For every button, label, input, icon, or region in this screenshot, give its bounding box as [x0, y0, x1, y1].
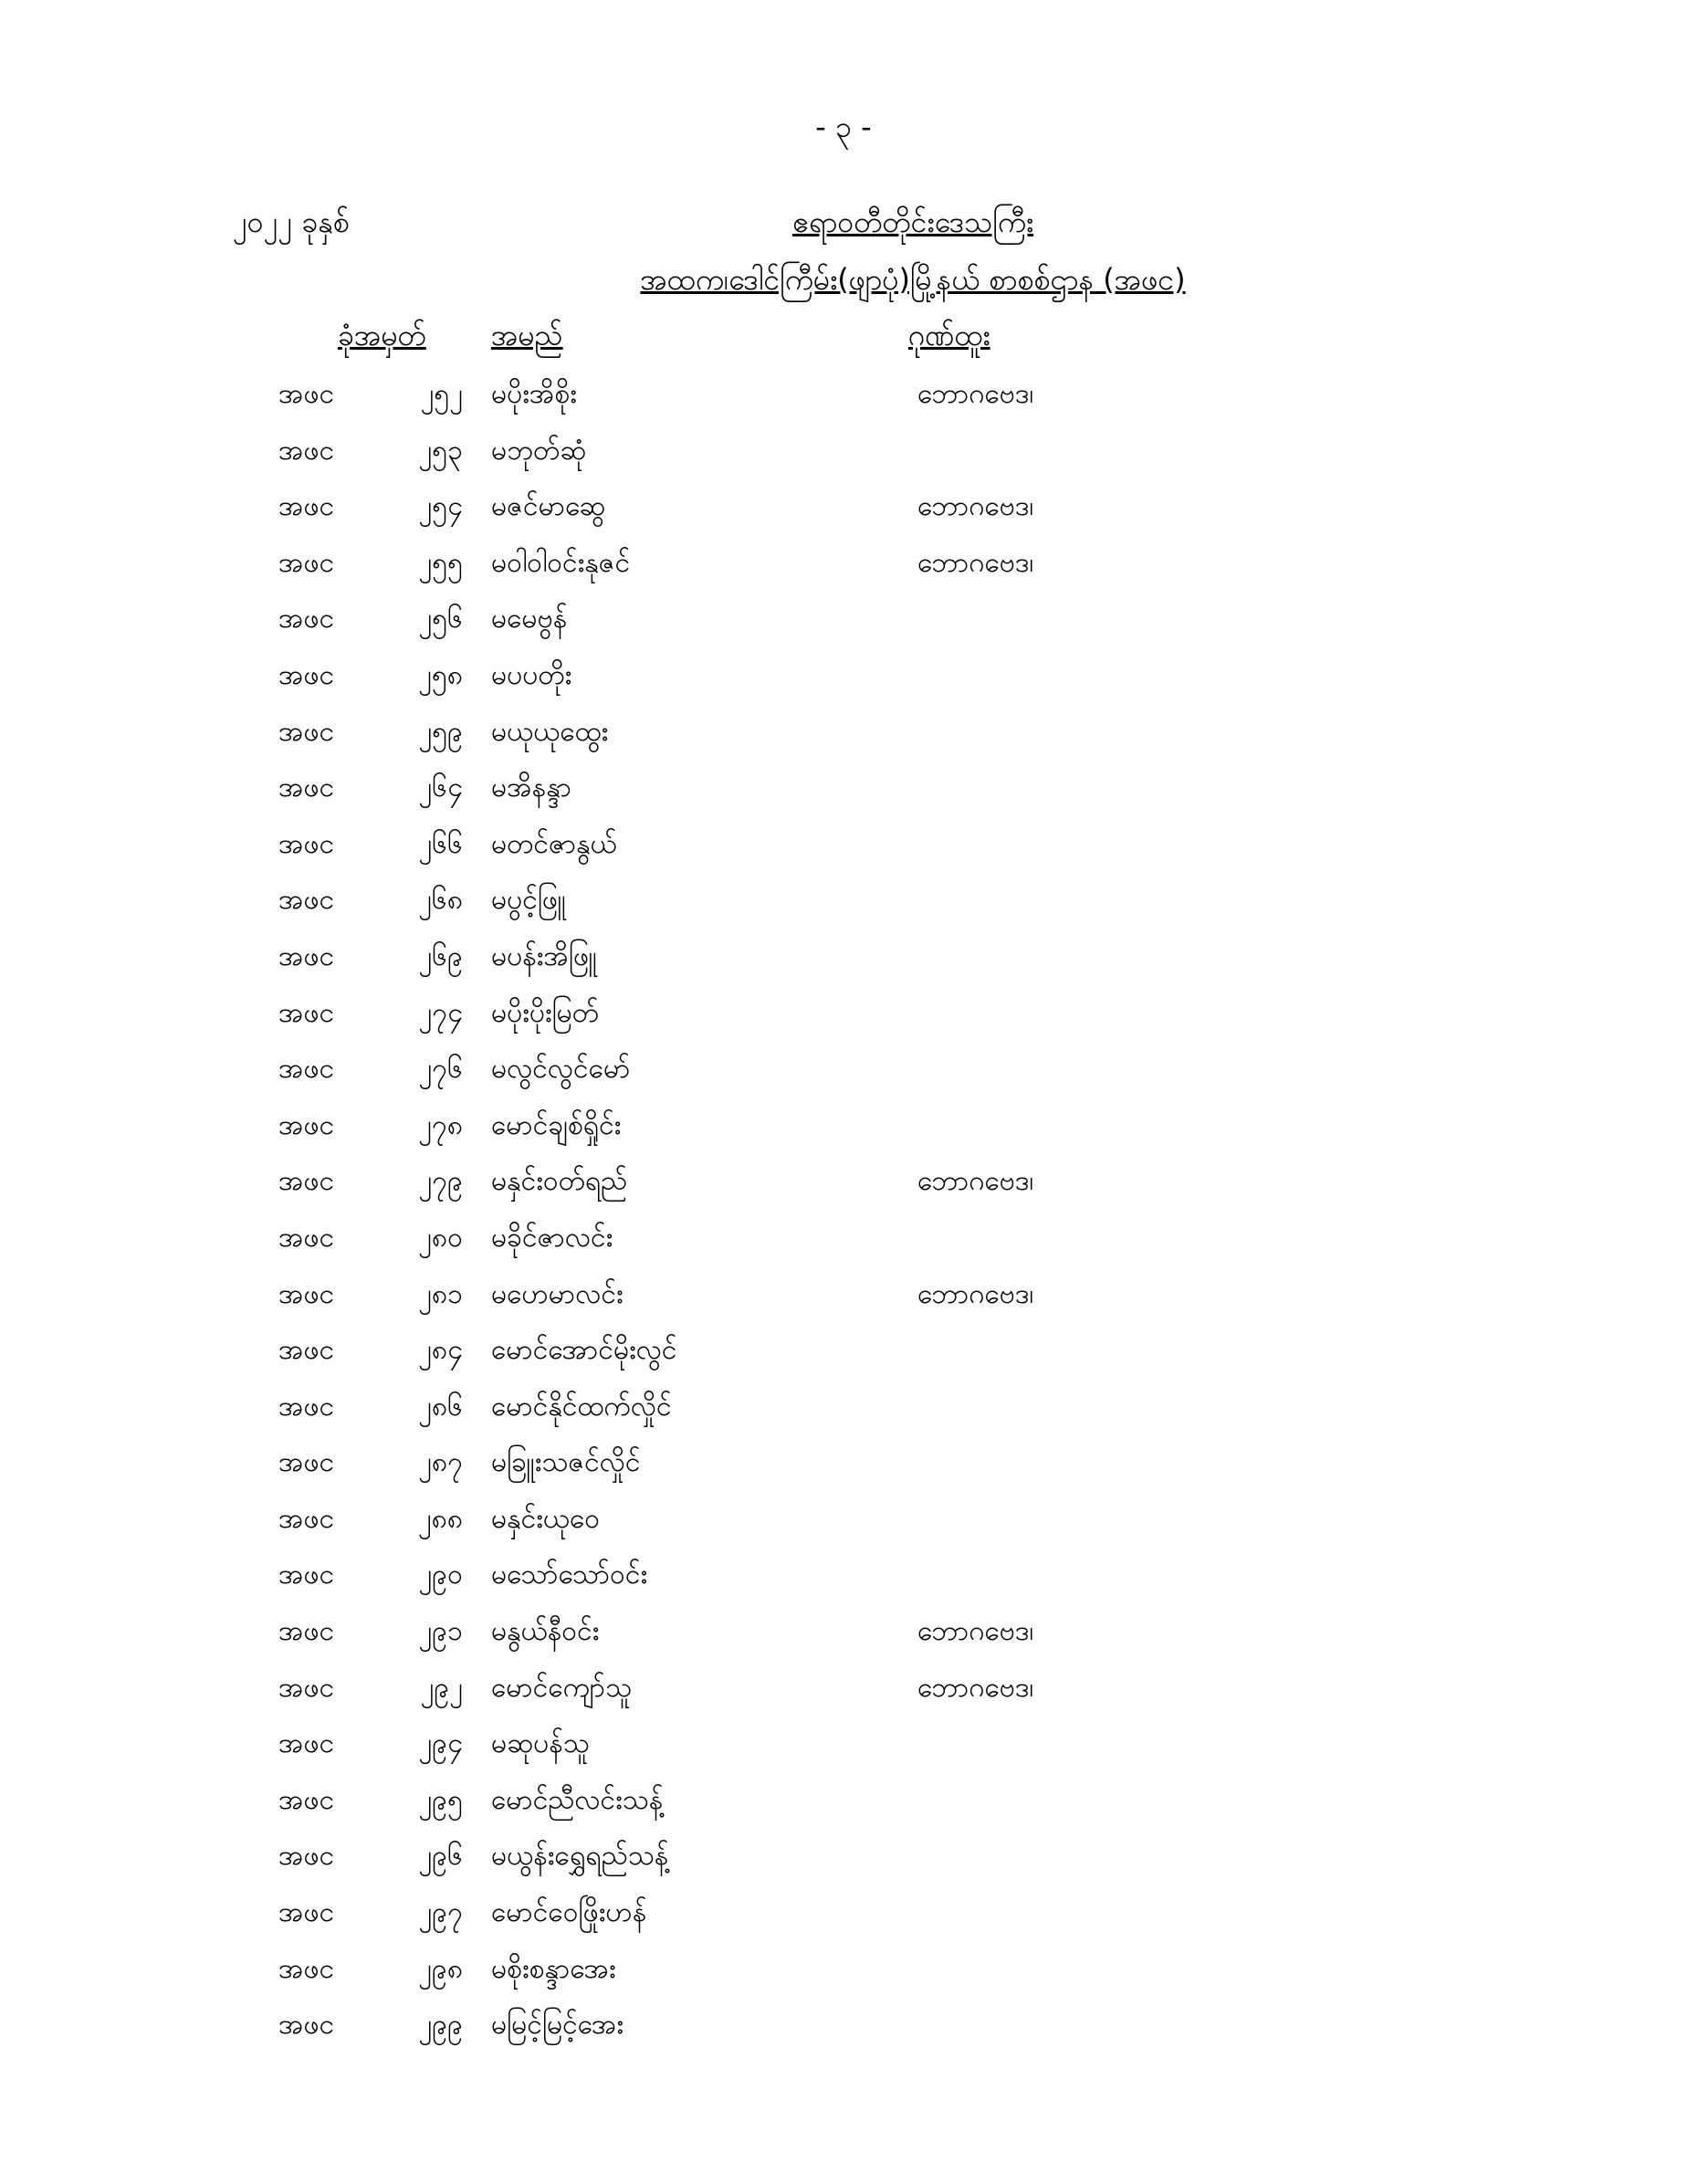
student-name: မမြင့်မြင့်အေး [491, 2009, 624, 2042]
roll-prefix: အဖင [278, 996, 335, 1029]
roll-prefix: အဖင [278, 1783, 335, 1816]
roll-number: ၂၈၄ [418, 1334, 463, 1367]
list-item [0, 987, 1687, 1044]
student-name: မလွင်လွင်မော် [491, 1053, 631, 1086]
roll-prefix: အဖင [278, 1727, 335, 1760]
roll-number: ၂၉၈ [418, 1952, 463, 1985]
distinction-header: ဂုဏ်ထူး [908, 318, 990, 352]
roll-prefix: အဖင [278, 2009, 335, 2042]
list-item [0, 1155, 1687, 1212]
region-title: ဧရာဝတီတိုင်းဒေသကြီး [791, 205, 1034, 239]
student-name: မဇင်မာဆွေ [491, 490, 606, 523]
roll-number: ၂၆၆ [418, 827, 463, 860]
exam-center-title: အထက၊ဒေါင်ကြီမ်း(ဖျာပုံ)မြို့နယ် စာစစ်ဌာန (အဖင) [640, 262, 1186, 297]
student-name: မခိုင်ဇာလင်း [491, 1221, 613, 1254]
student-name: မောင်ကျော်သူ [491, 1671, 633, 1704]
list-item [0, 649, 1687, 706]
student-name: မနှင်းဝတ်ရည် [491, 1165, 628, 1198]
roll-prefix: အဖင [278, 603, 335, 635]
list-item [0, 1381, 1687, 1437]
list-item [0, 818, 1687, 875]
roll-number: ၂၇၄ [418, 996, 463, 1029]
student-name: မောင်ဝေဖြိုးဟန် [491, 1896, 647, 1929]
roll-prefix: အဖင [278, 1502, 335, 1535]
roll-number: ၂၉၇ [418, 1896, 463, 1929]
roll-number: ၂၉၄ [418, 1727, 463, 1760]
list-item [0, 1717, 1687, 1774]
roll-number: ၂၅၄ [418, 490, 463, 523]
distinction: ဘောဂဗေဒ၊ [917, 490, 1034, 523]
roll-prefix: အဖင [278, 378, 335, 410]
student-name: မပန်းအိဖြူ [491, 940, 597, 972]
list-item [0, 593, 1687, 649]
list-item [0, 1943, 1687, 2000]
roll-prefix: အဖင [278, 1615, 335, 1648]
roll-prefix: အဖင [278, 1165, 335, 1198]
roll-prefix: အဖင [278, 940, 335, 972]
roll-number: ၂၆၉ [418, 940, 463, 972]
list-item [0, 1886, 1687, 1943]
roll-number: ၂၉၀ [418, 1559, 463, 1591]
roll-prefix: အဖင [278, 1334, 335, 1367]
roll-prefix: အဖင [278, 546, 335, 579]
roll-prefix: အဖင [278, 772, 335, 804]
roll-number: ၂၉၉ [418, 2009, 463, 2042]
roll-number: ၂၅၂ [420, 378, 463, 410]
student-name: မနွယ်နီဝင်း [491, 1615, 600, 1648]
roll-number: ၂၆၄ [418, 772, 463, 804]
student-name: မပွင့်ဖြူ [491, 884, 566, 917]
roll-prefix: အဖင [278, 884, 335, 917]
year-label: ၂၀၂၂ ခုနှစ် [233, 205, 350, 239]
roll-prefix: အဖင [278, 658, 335, 691]
roll-number: ၂၉၆ [418, 1840, 463, 1873]
list-item [0, 1549, 1687, 1605]
roll-prefix: အဖင [278, 490, 335, 523]
roll-number: ၂၈၇ [418, 1446, 463, 1479]
list-item [0, 1999, 1687, 2055]
results-list [0, 368, 1687, 2055]
roll-prefix: အဖင [278, 1840, 335, 1873]
list-item [0, 706, 1687, 762]
list-item [0, 1043, 1687, 1099]
roll-prefix: အဖင [278, 715, 335, 748]
roll-number: ၂၉၅ [418, 1783, 463, 1816]
roll-number: ၂၆၈ [418, 884, 463, 917]
roll-number: ၂၈၈ [417, 1502, 463, 1535]
roll-prefix: အဖင [278, 1896, 335, 1929]
student-name: မဘုတ်ဆုံ [491, 434, 587, 467]
list-item [0, 425, 1687, 481]
roll-number: ၂၅၉ [418, 715, 463, 748]
list-item [0, 480, 1687, 537]
roll-number: ၂၉၂ [420, 1671, 463, 1704]
distinction: ဘောဂဗေဒ၊ [917, 1671, 1034, 1704]
roll-number: ၂၇၆ [418, 1053, 463, 1086]
student-name: မပိုးအိစိုး [491, 378, 577, 410]
student-name: မတင်ဇာနွယ် [491, 827, 617, 860]
roll-number: ၂၉၁ [418, 1615, 463, 1648]
student-name: မောင်နိုင်ထက်လှိုင် [491, 1390, 672, 1423]
student-name: မသော်သော်ဝင်း [491, 1559, 648, 1591]
roll-prefix: အဖင [278, 1390, 335, 1423]
roll-prefix: အဖင [278, 1108, 335, 1141]
student-name: မောင်အောင်မိုးလွင် [491, 1334, 677, 1367]
list-item [0, 368, 1687, 425]
list-item [0, 1830, 1687, 1886]
distinction: ဘောဂဗေဒ၊ [917, 378, 1034, 410]
student-name: မပိုးပိုးမြတ် [491, 996, 599, 1029]
student-name: မယွန်းရွှေရည်သန့် [491, 1840, 669, 1873]
roll-prefix: အဖင [278, 1952, 335, 1985]
roll-number: ၂၇၈ [418, 1108, 463, 1141]
list-item [0, 1324, 1687, 1381]
student-name: မနှင်းယုဝေ [491, 1502, 601, 1535]
roll-number: ၂၅၆ [418, 603, 463, 635]
list-item [0, 1436, 1687, 1493]
roll-number: ၂၅၈ [418, 658, 463, 691]
roll-prefix: အဖင [278, 1277, 335, 1310]
list-item [0, 874, 1687, 930]
list-item [0, 1099, 1687, 1156]
list-item [0, 930, 1687, 987]
distinction: ဘောဂဗေဒ၊ [917, 1165, 1034, 1198]
distinction: ဘောဂဗေဒ၊ [917, 546, 1034, 579]
roll-number: ၂၈၁ [418, 1277, 463, 1310]
list-item [0, 1774, 1687, 1831]
roll-prefix: အဖင [278, 1559, 335, 1591]
page-number: - ၃ - [815, 110, 872, 144]
roll-prefix: အဖင [278, 1053, 335, 1086]
student-name: မောင်ညီလင်းသန့် [491, 1783, 664, 1816]
roll-prefix: အဖင [278, 827, 335, 860]
roll-number: ၂၈၆ [418, 1390, 463, 1423]
student-name: မယုယုထွေး [491, 715, 609, 748]
student-name: မခြူးသဇင်လှိုင် [491, 1446, 641, 1479]
roll-prefix: အဖင [278, 1446, 335, 1479]
list-item [0, 1605, 1687, 1662]
list-item [0, 537, 1687, 593]
list-item [0, 761, 1687, 818]
distinction: ဘောဂဗေဒ၊ [917, 1615, 1034, 1648]
distinction: ဘောဂဗေဒ၊ [917, 1277, 1034, 1310]
student-name: မပပတိုး [491, 658, 572, 691]
roll-number: ၂၈၀ [418, 1221, 463, 1254]
roll-number-header: ခုံအမှတ် [338, 318, 426, 352]
student-name: မဟေမာလင်း [491, 1277, 623, 1310]
roll-prefix: အဖင [278, 1671, 335, 1704]
list-item [0, 1212, 1687, 1268]
name-header: အမည် [491, 318, 563, 352]
student-name: မအိနန္ဒာ [491, 772, 572, 804]
list-item [0, 1662, 1687, 1718]
student-name: မဆုပန်သူ [491, 1727, 590, 1760]
student-name: မစိုးစန္ဒာအေး [491, 1952, 616, 1985]
student-name: မမေဗွန် [491, 603, 568, 635]
roll-number: ၂၅၅ [418, 546, 463, 579]
roll-prefix: အဖင [278, 434, 335, 467]
roll-number: ၂၅၃ [418, 434, 463, 467]
student-name: မောင်ချစ်ရှိုင်း [491, 1108, 622, 1141]
roll-prefix: အဖင [278, 1221, 335, 1254]
list-item [0, 1268, 1687, 1325]
student-name: မဝါဝါဝင်းနုဇင် [491, 546, 631, 579]
roll-number: ၂၇၉ [418, 1165, 463, 1198]
list-item [0, 1493, 1687, 1549]
